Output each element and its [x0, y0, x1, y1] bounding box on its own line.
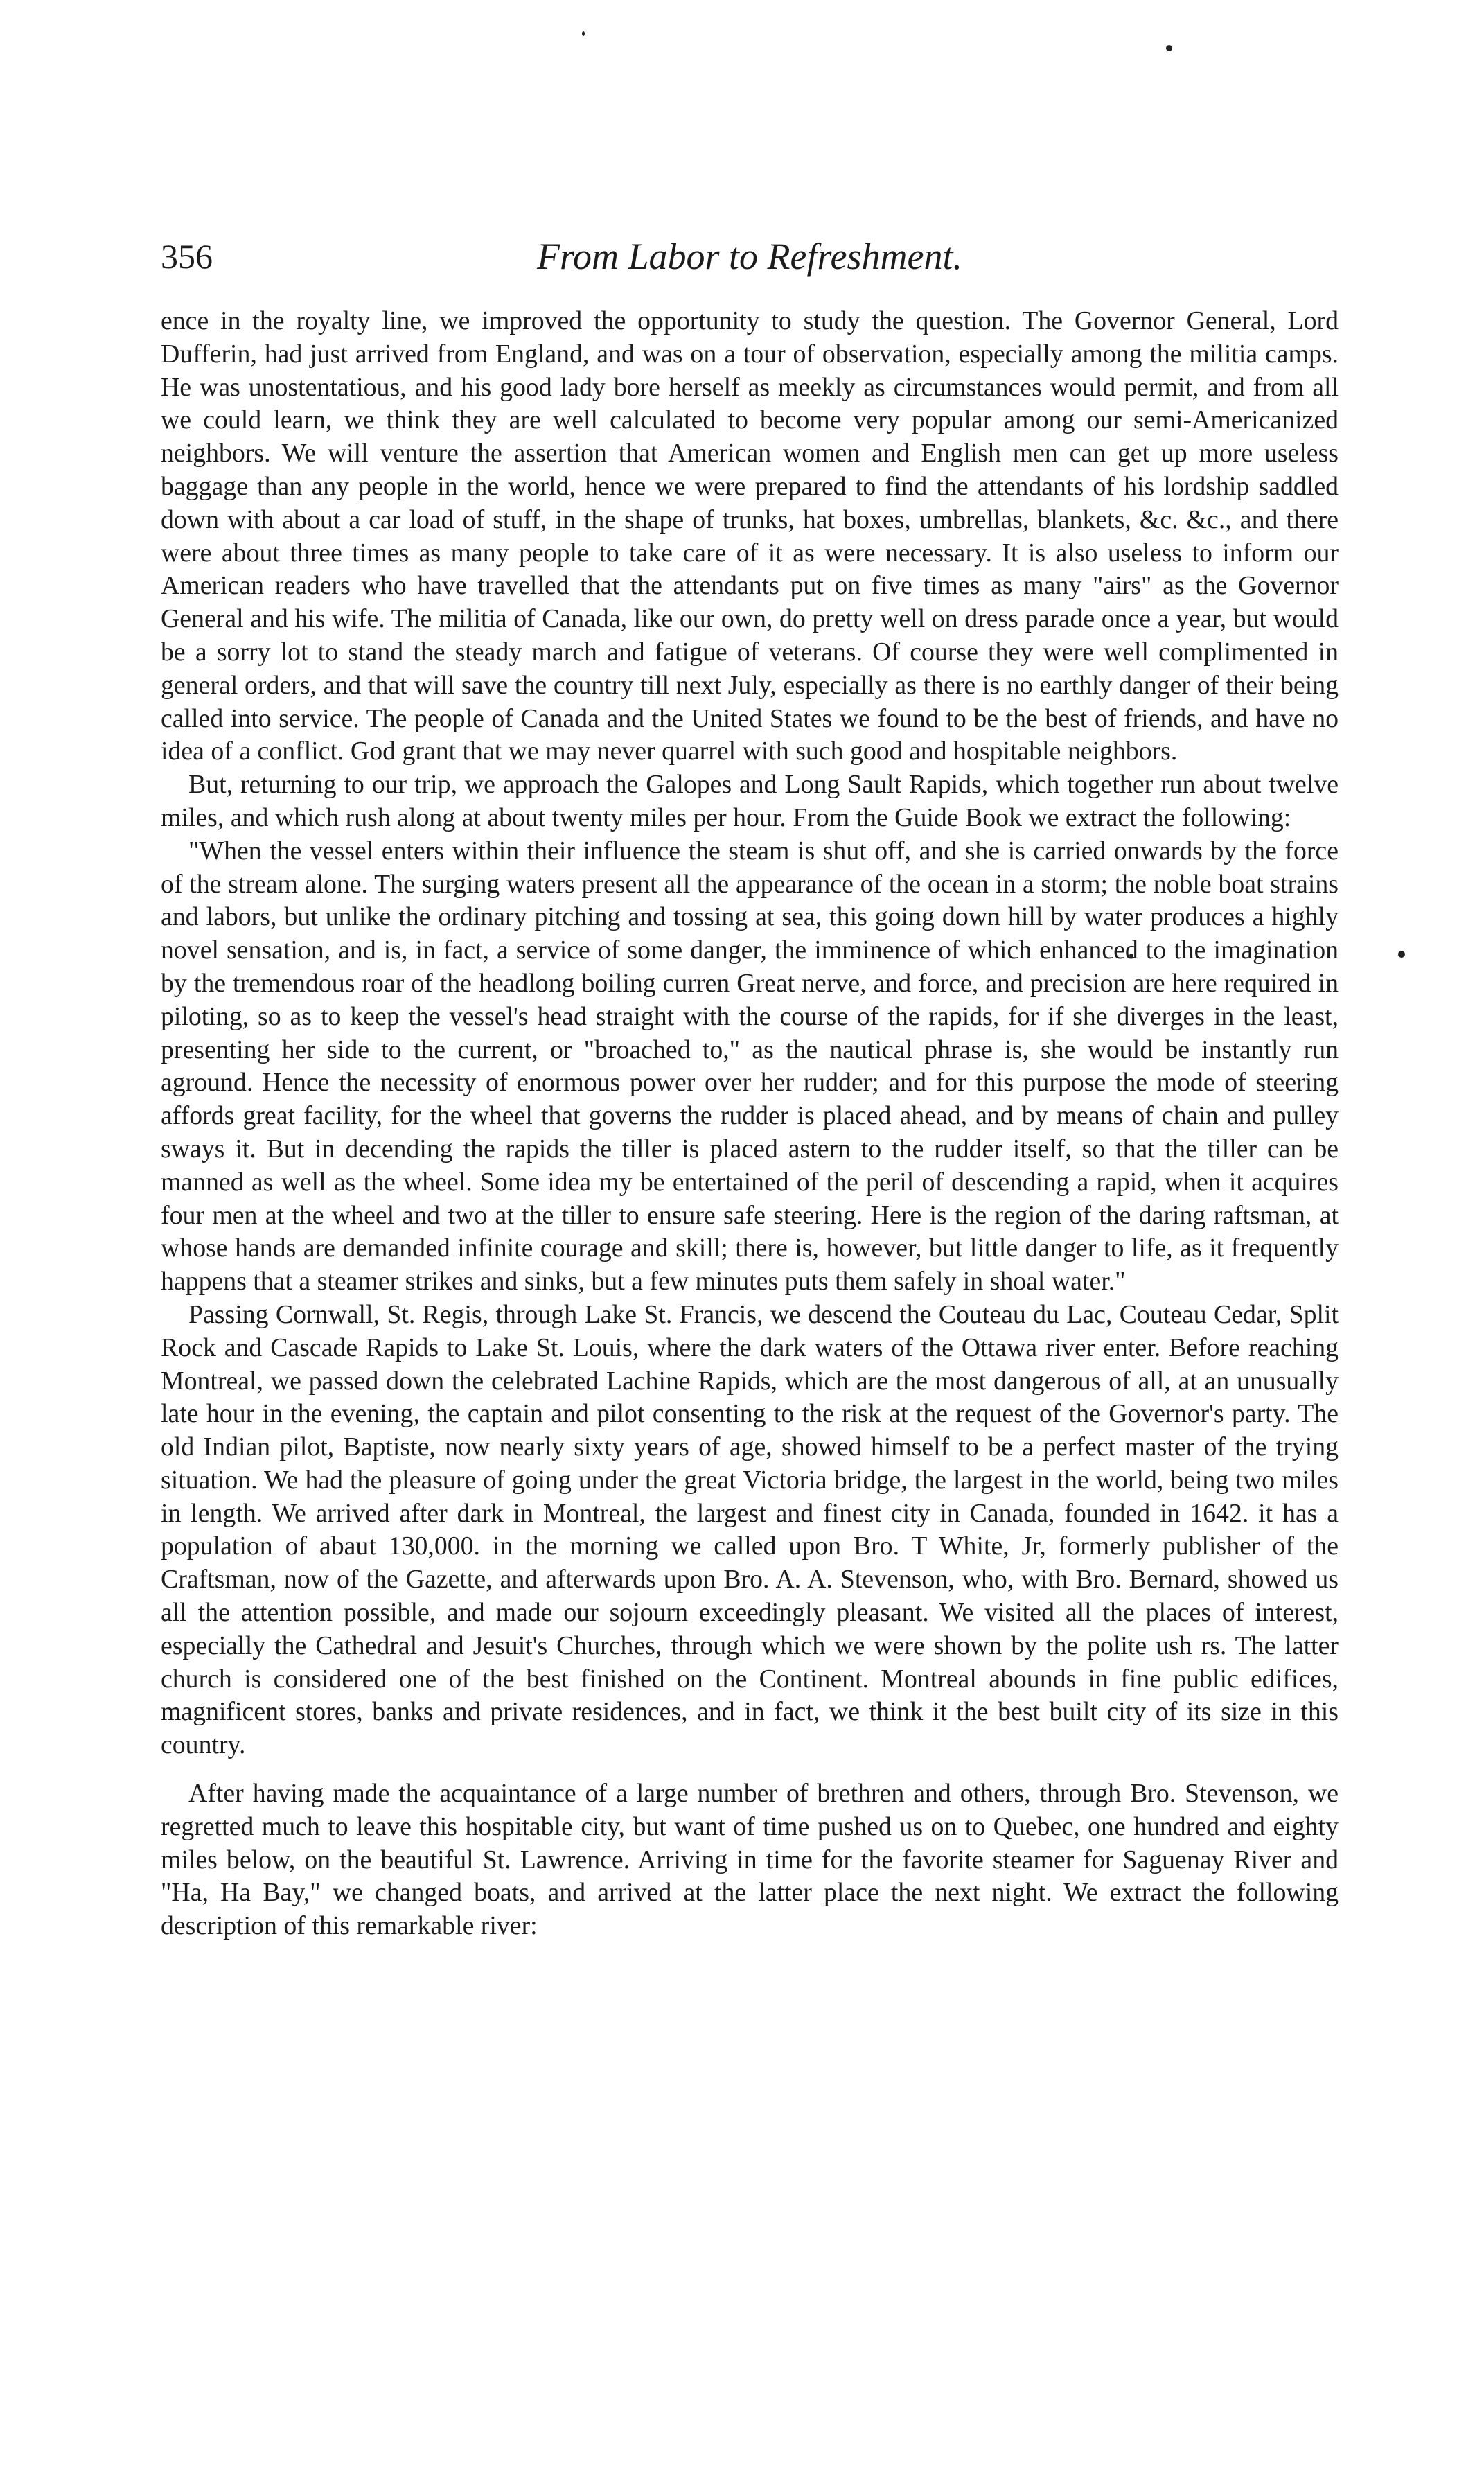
paragraph: But, returning to our trip, we approach the Galopes and Long Sault Rapids, which together run about twelve miles, and which rush along at about twenty miles per hour. From the Guide Book we extract the following: [161, 770, 1339, 832]
running-head [161, 236, 1339, 305]
print-speck [582, 31, 585, 36]
paragraph: ence in the royalty line, we improved the opportunity to study the question. The Governor General, Lord Dufferin, had just arrived from England, and was on a tour of observation, especially among the militia camps. He was unostentatious, and his good lady bore herself as meekly as circumstances would permit, and from all we could learn, we think they are well calculated to become very popular among our semi-Americanized neighbors. We will venture the assertion that American women and English men can get up more useless baggage than any people in the world, hence we were prepared to find the attendants of his lordship saddled down with about a car load of stuff, in the shape of trunks, hat boxes, umbrellas, blankets, &c. &c., and there were about three times as many people to take care of it as were necessary. It is also useless to inform our American readers who have travelled that the attendants put on five times as many "airs" as the Governor General and his wife. The militia of Canada, like our own, do pretty well on dress parade once a year, but would be a sorry lot to stand the steady march and fatigue of veterans. Of course they were well complimented in general orders, and that will save the country till next July, especially as there is no earthly danger of their being called into service. The people of Canada and the United States we found to be the best of friends, and have no idea of a conflict. God grant that we may never quarrel with such good and hospitable neighbors. [161, 306, 1339, 766]
book-page [161, 236, 1339, 1943]
page-body [161, 305, 1339, 1943]
quoted-paragraph: "When the vessel enters within their influence the steam is shut off, and she is carried onwards by the force of the stream alone. The surging waters present all the appearance of the ocean in a storm; the noble boat strains and labors, but unlike the ordinary pitching and tossing at sea, this going down hill by water produces a highly novel sensation, and is, in fact, a service of some danger, the imminence of which enhanced to the imagination by the tremendous roar of the headlong boiling curren Great nerve, and force, and precision are here required in piloting, so as to keep the vessel's head straight with the course of the rapids, for if she diverges in the least, presenting her side to the current, or "broached to," as the nautical phrase is, she would be instantly run aground. Hence the necessity of enormous power over her rudder; and for this purpose the mode of steering affords great facility, for the wheel that governs the rudder is placed ahead, and by means of chain and pulley sways it. But in decending the rapids the tiller is placed astern to the rudder itself, so that the tiller can be manned as well as the wheel. Some idea my be entertained of the peril of descending a rapid, when it acquires four men at the wheel and two at the tiller to ensure safe steering. Here is the region of the daring raftsman, at whose hands are demanded infinite courage and skill; there is, however, but little danger to life, as it frequently happens that a steamer strikes and sinks, but a few minutes puts them safely in shoal water." [161, 836, 1339, 1297]
running-title: From Labor to Refreshment. [537, 236, 962, 277]
page-number: 356 [161, 237, 213, 276]
paragraph: After having made the acquaintance of a large number of brethren and others, through Bro. Stevenson, we regretted much to leave this hospitable city, but want of time pushed us on to Quebec, one hundred and eighty miles below, on the beautiful St. Lawrence. Arriving in time for the favorite steamer for Saguenay River and "Ha, Ha Bay," we changed boats, and arrived at the latter place the next night. We extract the following description of this remarkable river: [161, 1779, 1339, 1941]
print-speck [1166, 45, 1172, 51]
print-speck [1398, 951, 1405, 958]
paragraph: Passing Cornwall, St. Regis, through Lake St. Francis, we descend the Couteau du Lac, Couteau Cedar, Split Rock and Cascade Rapids to Lake St. Louis, where the dark waters of the Ottawa river enter. Before reaching Montreal, we passed down the celebrated Lachine Rapids, which are the most dangerous of all, at an unusually late hour in the evening, the captain and pilot consenting to the risk at the request of the Governor's party. The old Indian pilot, Baptiste, now nearly sixty years of age, showed himself to be a perfect master of the trying situation. We had the pleasure of going under the great Victoria bridge, the largest in the world, being two miles in length. We arrived after dark in Montreal, the largest and finest city in Canada, founded in 1642. it has a population of abaut 130,000. in the morning we called upon Bro. T White, Jr, formerly publisher of the Craftsman, now of the Gazette, and afterwards upon Bro. A. A. Stevenson, who, with Bro. Bernard, showed us all the attention possible, and made our sojourn exceedingly pleasant. We visited all the places of interest, especially the Cathedral and Jesuit's Churches, through which we were shown by the polite ush rs. The latter church is considered one of the best finished on the Continent. Montreal abounds in fine public edifices, magnificent stores, banks and private residences, and in fact, we think it the best built city of its size in this country. [161, 1299, 1339, 1760]
